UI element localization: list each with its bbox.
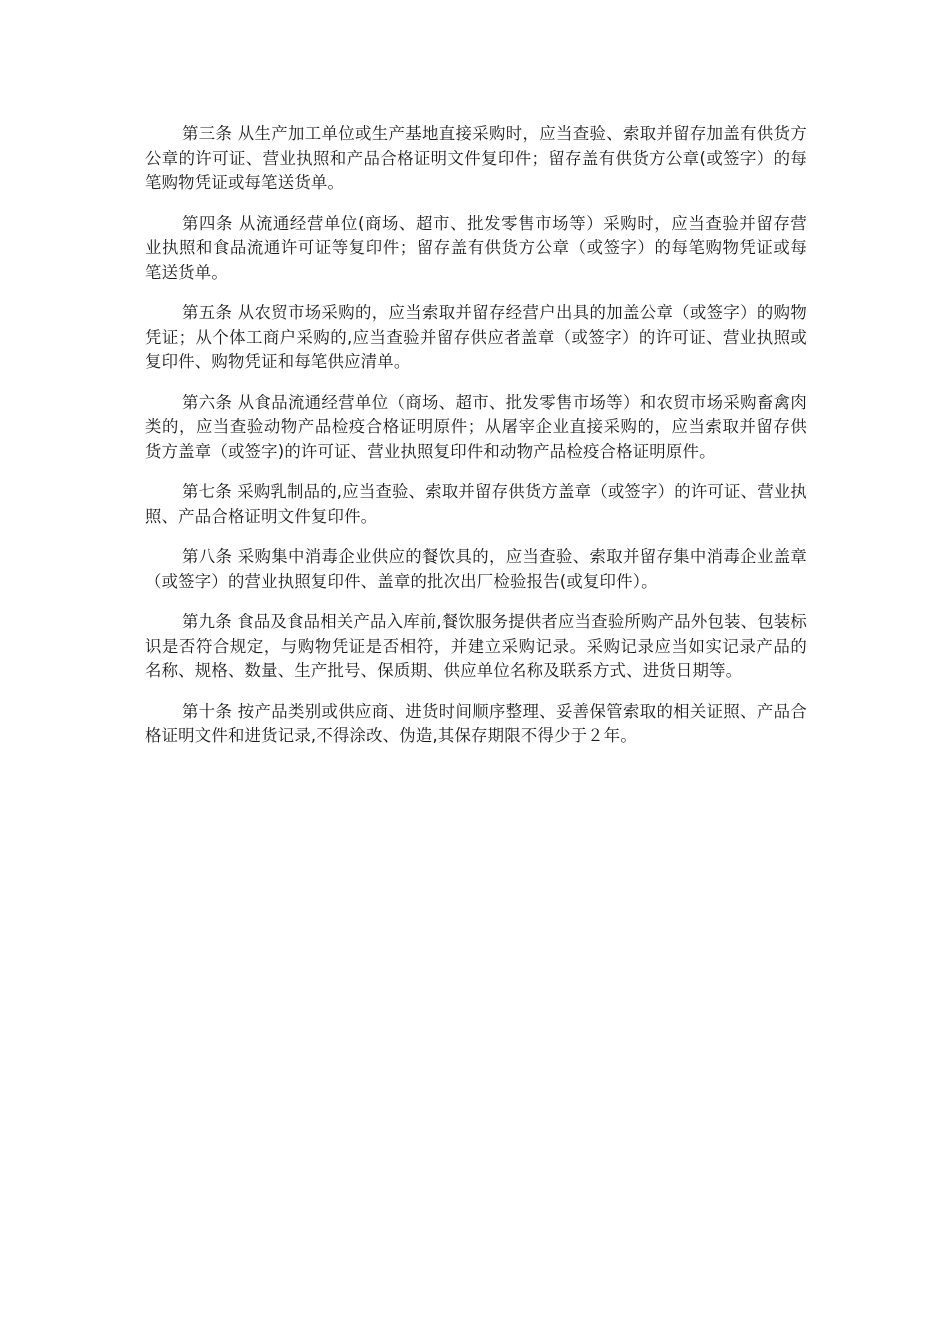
article-8-paragraph: 第八条 采购集中消毒企业供应的餐饮具的，应当查验、索取并留存集中消毒企业盖章（或签字）的营业执照复印件、盖章的批次出厂检验报告(或复印件）。: [145, 547, 807, 591]
document-body: [145, 122, 807, 765]
article-3-paragraph: 第三条 从生产加工单位或生产基地直接采购时，应当查验、索取并留存加盖有供货方公章的许可证、营业执照和产品合格证明文件复印件；留存盖有供货方公章(或签字）的每笔购物凭证或每笔送货单。: [145, 124, 807, 192]
article-6-paragraph: 第六条 从食品流通经营单位（商场、超市、批发零售市场等）和农贸市场采购畜禽肉类的，应当查验动物产品检疫合格证明原件；从屠宰企业直接采购的，应当索取并留存供货方盖章（或签字)的许可证、营业执照复印件和动物产品检疫合格证明原件。: [145, 392, 807, 461]
article-9-paragraph: 第九条 食品及食品相关产品入库前,餐饮服务提供者应当查验所购产品外包装、包装标识是否符合规定，与购物凭证是否相符，并建立采购记录。采购记录应当如实记录产品的名称、规格、数量、生产批号、保质期、供应单位名称及联系方式、进货日期等。: [145, 612, 807, 680]
article-10-paragraph: 第十条 按产品类别或供应商、进货时间顺序整理、妥善保管索取的相关证照、产品合格证明文件和进货记录,不得涂改、伪造,其保存期限不得少于２年。: [145, 701, 807, 745]
article-4-paragraph: 第四条 从流通经营单位(商场、超市、批发零售市场等）采购时，应当查验并留存营业执照和食品流通许可证等复印件；留存盖有供货方公章（或签字）的每笔购物凭证或每笔送货单。: [145, 213, 807, 282]
article-5-paragraph: 第五条 从农贸市场采购的，应当索取并留存经营户出具的加盖公章（或签字）的购物凭证；从个体工商户采购的,应当查验并留存供应者盖章（或签字）的许可证、营业执照或复印件、购物凭证和每笔供应清单。: [145, 303, 807, 371]
article-7-paragraph: 第七条 采购乳制品的,应当查验、索取并留存供货方盖章（或签字）的许可证、营业执照、产品合格证明文件复印件。: [145, 482, 807, 526]
